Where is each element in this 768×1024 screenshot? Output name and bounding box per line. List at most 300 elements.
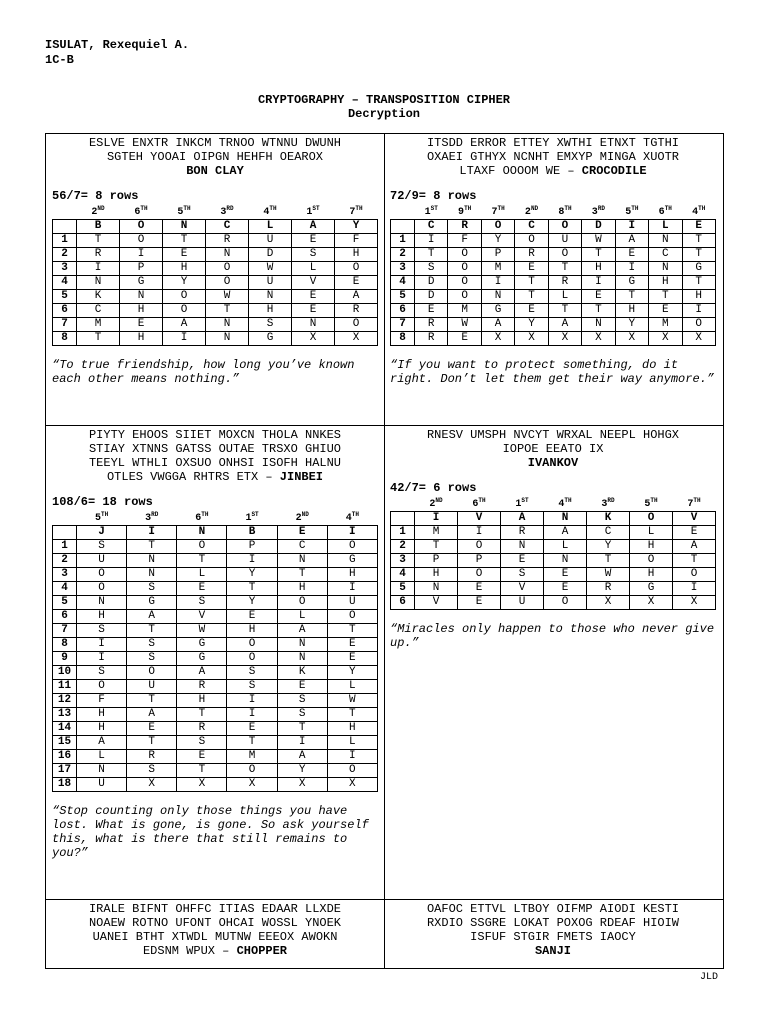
row-number: 11: [53, 680, 77, 694]
grid-cell: R: [177, 680, 227, 694]
grid-cell: X: [327, 778, 377, 792]
grid-cell: S: [415, 262, 448, 276]
grid-cell: O: [544, 596, 587, 610]
table-row: [391, 262, 716, 276]
table-row: [53, 540, 378, 554]
decrypted-quote: “Stop counting only those things you have lost. What is gone, is gone. So ask yourself this, what is there that still remains to you?”: [52, 804, 369, 860]
row-number: 8: [53, 638, 77, 652]
order-suffix: TH: [269, 205, 277, 212]
grid-cell: E: [120, 318, 163, 332]
grid-cell: L: [630, 526, 673, 540]
order-suffix: TH: [140, 205, 148, 212]
grid-cell: A: [615, 234, 648, 248]
grid-cell: E: [649, 304, 682, 318]
row-number: 8: [391, 332, 415, 346]
grid-cell: A: [77, 736, 127, 750]
table-row: [53, 624, 378, 638]
order-number: 4: [345, 513, 352, 524]
key-letter: C: [415, 220, 448, 234]
grid-cell: A: [177, 666, 227, 680]
grid-cell: T: [227, 582, 277, 596]
grid-cell: E: [335, 276, 378, 290]
order-suffix: ND: [530, 205, 539, 212]
key-letter: O: [630, 512, 673, 526]
grid-cell: E: [163, 248, 206, 262]
grid-cell: T: [177, 554, 227, 568]
grid-cell: S: [127, 652, 177, 666]
order-number: 3: [220, 207, 227, 218]
grid-cell: X: [582, 332, 615, 346]
key-letter: E: [277, 526, 327, 540]
table-row: [53, 764, 378, 778]
rows-label: 108/6= 18 rows: [52, 495, 153, 509]
key-letter: N: [177, 526, 227, 540]
grid-cell: O: [630, 554, 673, 568]
grid-cell: X: [587, 596, 630, 610]
table-row: [53, 638, 378, 652]
grid-cell: L: [327, 736, 377, 750]
order-suffix: TH: [497, 205, 505, 212]
grid-cell: M: [227, 750, 277, 764]
table-row: [53, 736, 378, 750]
grid-cell: G: [481, 304, 514, 318]
grid-cell: X: [277, 778, 327, 792]
grid-cell: H: [335, 248, 378, 262]
row-number: 5: [53, 596, 77, 610]
cipher-cell-crocodile: [390, 136, 716, 386]
grid-cell: H: [277, 582, 327, 596]
row-divider-1: [45, 425, 724, 426]
row-number: 1: [53, 234, 77, 248]
grid-cell: S: [127, 638, 177, 652]
grid-cell: N: [649, 262, 682, 276]
table-row: [53, 554, 378, 568]
grid-cell: T: [682, 248, 715, 262]
row-number: 5: [391, 582, 415, 596]
column-order: [163, 203, 206, 220]
row-number: 3: [53, 262, 77, 276]
grid-cell: E: [227, 610, 277, 624]
table-row: [391, 332, 716, 346]
grid-cell: W: [582, 234, 615, 248]
column-order: [120, 203, 163, 220]
grid-cell: R: [206, 234, 249, 248]
grid-cell: N: [127, 568, 177, 582]
grid-cell: A: [277, 624, 327, 638]
grid-cell: X: [615, 332, 648, 346]
grid-cell: U: [127, 680, 177, 694]
grid-cell: G: [249, 332, 292, 346]
grid-cell: O: [448, 262, 481, 276]
grid-cell: X: [673, 596, 716, 610]
grid-cell: L: [77, 750, 127, 764]
column-order: [127, 509, 177, 526]
grid-cell: T: [415, 540, 458, 554]
grid-cell: I: [163, 332, 206, 346]
grid-cell: S: [127, 764, 177, 778]
grid-cell: O: [335, 318, 378, 332]
row-number: 7: [53, 624, 77, 638]
grid-cell: C: [277, 540, 327, 554]
grid-cell: T: [327, 708, 377, 722]
grid-cell: T: [682, 276, 715, 290]
order-number: 7: [491, 207, 498, 218]
grid-cell: L: [548, 290, 581, 304]
row-number: 17: [53, 764, 77, 778]
grid-cell: E: [582, 290, 615, 304]
table-row: [53, 290, 378, 304]
grid-cell: N: [206, 248, 249, 262]
key-letter: K: [587, 512, 630, 526]
grid-cell: H: [582, 262, 615, 276]
grid-cell: I: [227, 554, 277, 568]
grid-cell: E: [177, 582, 227, 596]
grid-cell: Y: [587, 540, 630, 554]
table-row: [53, 262, 378, 276]
grid-cell: H: [77, 610, 127, 624]
grid-cell: M: [77, 318, 120, 332]
table-row: [53, 694, 378, 708]
row-number: 16: [53, 750, 77, 764]
table-row: [53, 332, 378, 346]
grid-cell: H: [615, 304, 648, 318]
order-number: 7: [349, 207, 356, 218]
table-row: [53, 778, 378, 792]
order-suffix: ND: [435, 497, 443, 504]
grid-cell: R: [415, 332, 448, 346]
grid-cell: A: [544, 526, 587, 540]
order-spacer: [391, 203, 415, 220]
order-number: 4: [263, 207, 270, 218]
grid-cell: M: [649, 318, 682, 332]
grid-cell: A: [127, 610, 177, 624]
table-row: [391, 234, 716, 248]
order-suffix: TH: [464, 205, 472, 212]
key-letter: N: [163, 220, 206, 234]
key-letter: E: [682, 220, 715, 234]
key-name: BON CLAY: [186, 164, 244, 178]
row-number: 4: [53, 582, 77, 596]
grid-cell: I: [615, 262, 648, 276]
grid-cell: P: [458, 554, 501, 568]
grid-cell: I: [458, 526, 501, 540]
grid-cell: I: [227, 694, 277, 708]
grid-cell: S: [77, 666, 127, 680]
grid-cell: T: [77, 332, 120, 346]
key-letter: O: [481, 220, 514, 234]
order-number: 6: [658, 207, 665, 218]
order-number: 4: [692, 207, 699, 218]
key-letter: B: [77, 220, 120, 234]
key-letter: C: [206, 220, 249, 234]
column-order: [673, 495, 716, 512]
grid-cell: W: [206, 290, 249, 304]
grid-cell: N: [77, 764, 127, 778]
grid-cell: V: [415, 596, 458, 610]
row-number: 12: [53, 694, 77, 708]
table-row: [53, 722, 378, 736]
decrypted-quote: “Miracles only happen to those who never give up.”: [390, 622, 715, 650]
row-number: 4: [53, 276, 77, 290]
ciphertext-body: RNESV UMSPH NVCYT WRXAL NEEPL HOHGX IOPOE EEATO IX: [426, 428, 680, 456]
key-letter: V: [458, 512, 501, 526]
grid-cell: I: [327, 582, 377, 596]
order-suffix: TH: [631, 205, 639, 212]
column-order: [587, 495, 630, 512]
grid-cell: O: [77, 582, 127, 596]
column-order: [177, 509, 227, 526]
grid-cell: O: [77, 568, 127, 582]
order-spacer: [53, 203, 77, 220]
ciphertext-body: ESLVE ENXTR INKCM TRNOO WTNNU DWUNH SGTEH YOOAI OIPGN HEHFH OEAROX: [88, 136, 342, 164]
grid-cell: H: [77, 708, 127, 722]
row-number: 14: [53, 722, 77, 736]
column-order: [630, 495, 673, 512]
row-number: 6: [53, 304, 77, 318]
order-number: 4: [558, 499, 565, 510]
rows-label: 42/7= 6 rows: [390, 481, 477, 495]
grid-cell: O: [448, 290, 481, 304]
column-order-row: [391, 203, 716, 220]
table-row: [53, 708, 378, 722]
grid-cell: E: [544, 582, 587, 596]
key-letter: I: [615, 220, 648, 234]
grid-cell: O: [448, 276, 481, 290]
table-row: [53, 318, 378, 332]
row-number: 15: [53, 736, 77, 750]
column-order: [227, 509, 277, 526]
grid-cell: A: [548, 318, 581, 332]
table-row: [391, 276, 716, 290]
grid-cell: U: [327, 596, 377, 610]
grid-cell: K: [77, 290, 120, 304]
ciphertext: [390, 902, 716, 958]
grid-cell: O: [327, 610, 377, 624]
grid-cell: O: [448, 248, 481, 262]
grid-cell: X: [177, 778, 227, 792]
grid-cell: U: [548, 234, 581, 248]
student-name: ISULAT, Rexequiel A.: [45, 38, 190, 52]
row-number: 3: [391, 262, 415, 276]
column-order: [327, 509, 377, 526]
table-row: [53, 304, 378, 318]
key-letter: D: [582, 220, 615, 234]
grid-cell: A: [673, 540, 716, 554]
grid-cell: R: [587, 582, 630, 596]
grid-cell: A: [277, 750, 327, 764]
table-row: [391, 290, 716, 304]
order-suffix: ND: [97, 205, 105, 212]
grid-cell: E: [458, 596, 501, 610]
grid-cell: V: [177, 610, 227, 624]
grid-cell: M: [415, 526, 458, 540]
grid-cell: H: [120, 304, 163, 318]
grid-cell: I: [77, 262, 120, 276]
grid-cell: X: [127, 778, 177, 792]
column-order: [582, 203, 615, 220]
key-letter: Y: [335, 220, 378, 234]
order-number: 2: [429, 499, 436, 510]
grid-cell: R: [515, 248, 548, 262]
cipher-cell-chopper: [52, 902, 378, 958]
row-number: 10: [53, 666, 77, 680]
grid-cell: L: [292, 262, 335, 276]
grid-cell: A: [335, 290, 378, 304]
grid-cell: N: [249, 290, 292, 304]
grid-cell: P: [120, 262, 163, 276]
order-suffix: TH: [664, 205, 672, 212]
page-subtitle: Decryption: [347, 107, 420, 121]
grid-cell: T: [582, 304, 615, 318]
column-order: [649, 203, 682, 220]
grid-cell: T: [277, 722, 327, 736]
order-number: 1: [424, 207, 431, 218]
grid-cell: O: [206, 276, 249, 290]
grid-cell: W: [249, 262, 292, 276]
grid-cell: N: [277, 638, 327, 652]
key-letter: O: [548, 220, 581, 234]
key-name: IVANKOV: [527, 456, 579, 470]
grid-cell: O: [515, 234, 548, 248]
key-name: CROCODILE: [581, 164, 647, 178]
key-letter: C: [515, 220, 548, 234]
table-row: [53, 568, 378, 582]
grid-cell: E: [277, 680, 327, 694]
column-order: [77, 509, 127, 526]
grid-cell: O: [327, 540, 377, 554]
grid-cell: F: [77, 694, 127, 708]
key-letter: I: [415, 512, 458, 526]
key-row: [53, 220, 378, 234]
table-row: [391, 248, 716, 262]
key-letter: L: [649, 220, 682, 234]
grid-cell: H: [177, 694, 227, 708]
ciphertext-body: ITSDD ERROR ETTEY XWTHI ETNXT TGTHI OXAEI GTHYX NCNHT EMXYP MINGA XUOTR: [426, 136, 680, 164]
column-order: [481, 203, 514, 220]
grid-cell: N: [481, 290, 514, 304]
table-row: [391, 540, 716, 554]
grid-cell: X: [682, 332, 715, 346]
grid-cell: T: [615, 290, 648, 304]
order-suffix: TH: [100, 511, 109, 518]
decryption-grid: [390, 495, 716, 610]
row-number: 1: [391, 234, 415, 248]
table-row: [53, 596, 378, 610]
grid-cell: Y: [227, 568, 277, 582]
grid-cell: T: [327, 624, 377, 638]
grid-cell: E: [327, 638, 377, 652]
ciphertext-tail: OTLES VWGGA RHTRS ETX –: [106, 470, 280, 484]
order-suffix: TH: [564, 497, 572, 504]
grid-cell: E: [515, 262, 548, 276]
grid-cell: N: [77, 276, 120, 290]
grid-cell: I: [277, 736, 327, 750]
grid-cell: T: [127, 694, 177, 708]
key-letter: I: [127, 526, 177, 540]
grid-cell: T: [587, 554, 630, 568]
grid-cell: T: [77, 234, 120, 248]
column-order: [615, 203, 648, 220]
row-number: 2: [391, 540, 415, 554]
grid-cell: L: [177, 568, 227, 582]
grid-cell: F: [448, 234, 481, 248]
order-number: 2: [91, 207, 98, 218]
cipher-cell-ivankov: [390, 428, 716, 650]
grid-cell: D: [415, 276, 448, 290]
column-order: [415, 203, 448, 220]
grid-cell: E: [127, 722, 177, 736]
student-header: [45, 38, 189, 68]
table-row: [391, 582, 716, 596]
grid-cell: G: [177, 638, 227, 652]
order-number: 1: [515, 499, 522, 510]
grid-cell: O: [227, 652, 277, 666]
grid-cell: H: [120, 332, 163, 346]
column-divider: [384, 133, 385, 969]
grid-cell: U: [77, 778, 127, 792]
grid-cell: E: [327, 652, 377, 666]
row-number: 5: [391, 290, 415, 304]
ciphertext: [390, 428, 716, 470]
table-row: [391, 596, 716, 610]
grid-cell: H: [163, 262, 206, 276]
grid-cell: I: [120, 248, 163, 262]
ciphertext-body: PIYTY EHOOS SIIET MOXCN THOLA NNKES STIAY XTNNS GATSS OUTAE TRSXO GHIUO TEEYL WTHLI OXSUO ONHSI ISOFH HALNU: [88, 428, 342, 470]
grid-cell: R: [77, 248, 120, 262]
order-number: 5: [625, 207, 632, 218]
grid-cell: T: [548, 262, 581, 276]
grid-cell: U: [249, 276, 292, 290]
order-number: 6: [195, 513, 202, 524]
order-number: 1: [245, 513, 252, 524]
key-row: [391, 512, 716, 526]
order-suffix: ST: [251, 511, 259, 518]
grid-cell: N: [501, 540, 544, 554]
grid-cell: N: [292, 318, 335, 332]
ciphertext-tail: LTAXF OOOOM WE –: [459, 164, 582, 178]
order-suffix: TH: [693, 497, 701, 504]
row-number: 4: [391, 276, 415, 290]
key-row: [391, 220, 716, 234]
grid-cell: S: [292, 248, 335, 262]
order-suffix: RD: [226, 205, 234, 212]
order-suffix: RD: [607, 497, 615, 504]
order-number: 6: [472, 499, 479, 510]
order-suffix: TH: [201, 511, 209, 518]
grid-cell: E: [292, 234, 335, 248]
key-corner: [53, 220, 77, 234]
grid-cell: C: [77, 304, 120, 318]
grid-cell: E: [448, 332, 481, 346]
grid-cell: O: [227, 764, 277, 778]
grid-cell: S: [177, 596, 227, 610]
grid-cell: S: [127, 582, 177, 596]
grid-cell: R: [501, 526, 544, 540]
row-number: 2: [53, 554, 77, 568]
grid-cell: O: [458, 568, 501, 582]
order-suffix: TH: [351, 511, 359, 518]
column-order: [501, 495, 544, 512]
grid-cell: T: [548, 304, 581, 318]
grid-cell: N: [277, 554, 327, 568]
rows-label: 72/9= 8 rows: [390, 189, 477, 203]
grid-cell: O: [163, 290, 206, 304]
ciphertext-tail: EDSNM WPUX –: [142, 944, 237, 958]
column-order: [548, 203, 581, 220]
grid-cell: S: [249, 318, 292, 332]
grid-cell: Y: [615, 318, 648, 332]
grid-cell: T: [682, 234, 715, 248]
